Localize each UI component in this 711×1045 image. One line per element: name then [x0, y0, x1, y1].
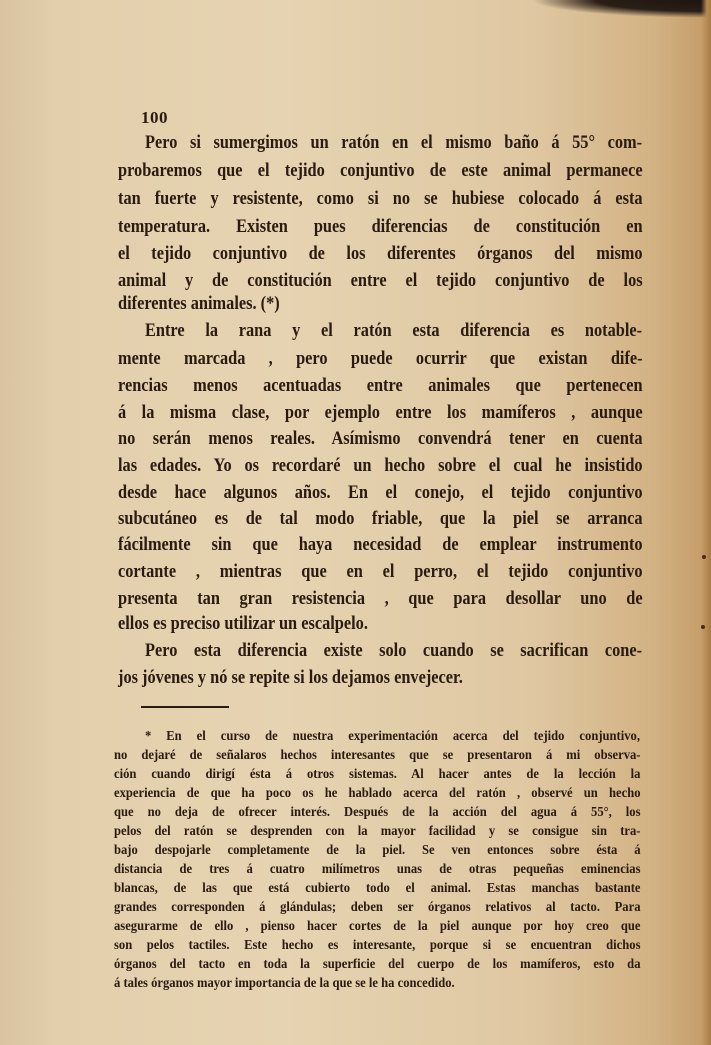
paper-speck: [702, 555, 706, 559]
footnote-line: experiencia de que ha poco os he hablado acerca del ratón , observé un hecho: [114, 786, 641, 801]
body-line: cortante , mientras que en el perro, el tejido conjuntivo: [118, 561, 643, 582]
body-line: temperatura. Existen pues diferencias de constitución en: [118, 216, 643, 237]
footnote-line: ción cuando dirigí ésta á otros sistemas. Al hacer antes de la lección la: [114, 767, 641, 782]
page-number: 100: [141, 108, 168, 127]
body-line: desde hace algunos años. En el conejo, el tejido conjuntivo: [118, 482, 643, 503]
footnote-line: bajo despojarle completamente de la piel. Se ven entonces sobre ésta á: [114, 843, 641, 858]
footnote-line: que no deja de ofrecer interés. Después de la acción del agua á 55°, los: [114, 805, 641, 820]
body-line: Pero si sumergimos un ratón en el mismo baño á 55° com-: [145, 132, 643, 153]
footnote-line: á tales órganos mayor importancia de la que se le ha concedido.: [114, 976, 455, 991]
footnote-line: asegurarme de ello , pienso hacer cortes de la piel aunque por hoy creo que: [114, 919, 641, 934]
body-line: el tejido conjuntivo de los diferentes órganos del mismo: [118, 243, 643, 264]
page-edge: [701, 0, 711, 1045]
footnote-line: no dejaré de señalaros hechos interesantes que se presentaron á mi observa-: [114, 748, 641, 763]
body-line: jos jóvenes y nó se repite si los dejamos envejecer.: [118, 667, 463, 688]
body-line: tan fuerte y resistente, como si no se hubiese colocado á esta: [118, 188, 643, 209]
body-line: animal y de constitución entre el tejido conjuntivo de los: [118, 270, 643, 291]
body-line: Entre la rana y el ratón esta diferencia es notable-: [145, 320, 643, 341]
body-line: mente marcada , pero puede ocurrir que existan dife-: [118, 348, 643, 369]
paper-speck: [701, 625, 705, 629]
body-line: fácilmente sin que haya necesidad de emplear instrumento: [118, 534, 643, 555]
body-line: no serán menos reales. Asímismo convendrá tener en cuenta: [118, 428, 643, 449]
footnote-line: blancas, de las que está cubierto todo el animal. Estas manchas bastante: [114, 881, 641, 896]
body-line: ellos es preciso utilizar un escalpelo.: [118, 613, 368, 634]
body-line: diferentes animales. (*): [118, 293, 280, 314]
body-line: probaremos que el tejido conjuntivo de este animal permanece: [118, 160, 643, 181]
body-line: rencias menos acentuadas entre animales que pertenecen: [118, 375, 643, 396]
footnote-line: grandes corresponden á glándulas; deben ser órganos relativos al tacto. Para: [114, 900, 641, 915]
body-line: las edades. Yo os recordaré un hecho sobre el cual he insistido: [118, 455, 643, 476]
body-line: á la misma clase, por ejemplo entre los mamíferos , aunque: [118, 402, 643, 423]
footnote-line: * En el curso de nuestra experimentación acerca del tejido conjuntivo,: [145, 729, 640, 744]
body-line: subcutáneo es de tal modo friable, que la piel se arranca: [118, 508, 643, 529]
scan-corner-shadow: [531, 0, 711, 18]
footnote-line: órganos del tacto en toda la superficie del cuerpo de los mamíferos, esto da: [114, 957, 641, 972]
footnote-line: son pelos tactiles. Este hecho es interesante, porque si se encuentran dichos: [114, 938, 641, 953]
footnote-divider: [141, 706, 229, 708]
body-line: Pero esta diferencia existe solo cuando se sacrifican cone-: [145, 640, 643, 661]
footnote-line: distancia de tres á cuatro milímetros unas de otras pequeñas eminencias: [114, 862, 641, 877]
footnote-line: pelos del ratón se desprenden con la mayor facilidad y se consigue sin tra-: [114, 824, 641, 839]
body-line: presenta tan gran resistencia , que para desollar uno de: [118, 588, 643, 609]
